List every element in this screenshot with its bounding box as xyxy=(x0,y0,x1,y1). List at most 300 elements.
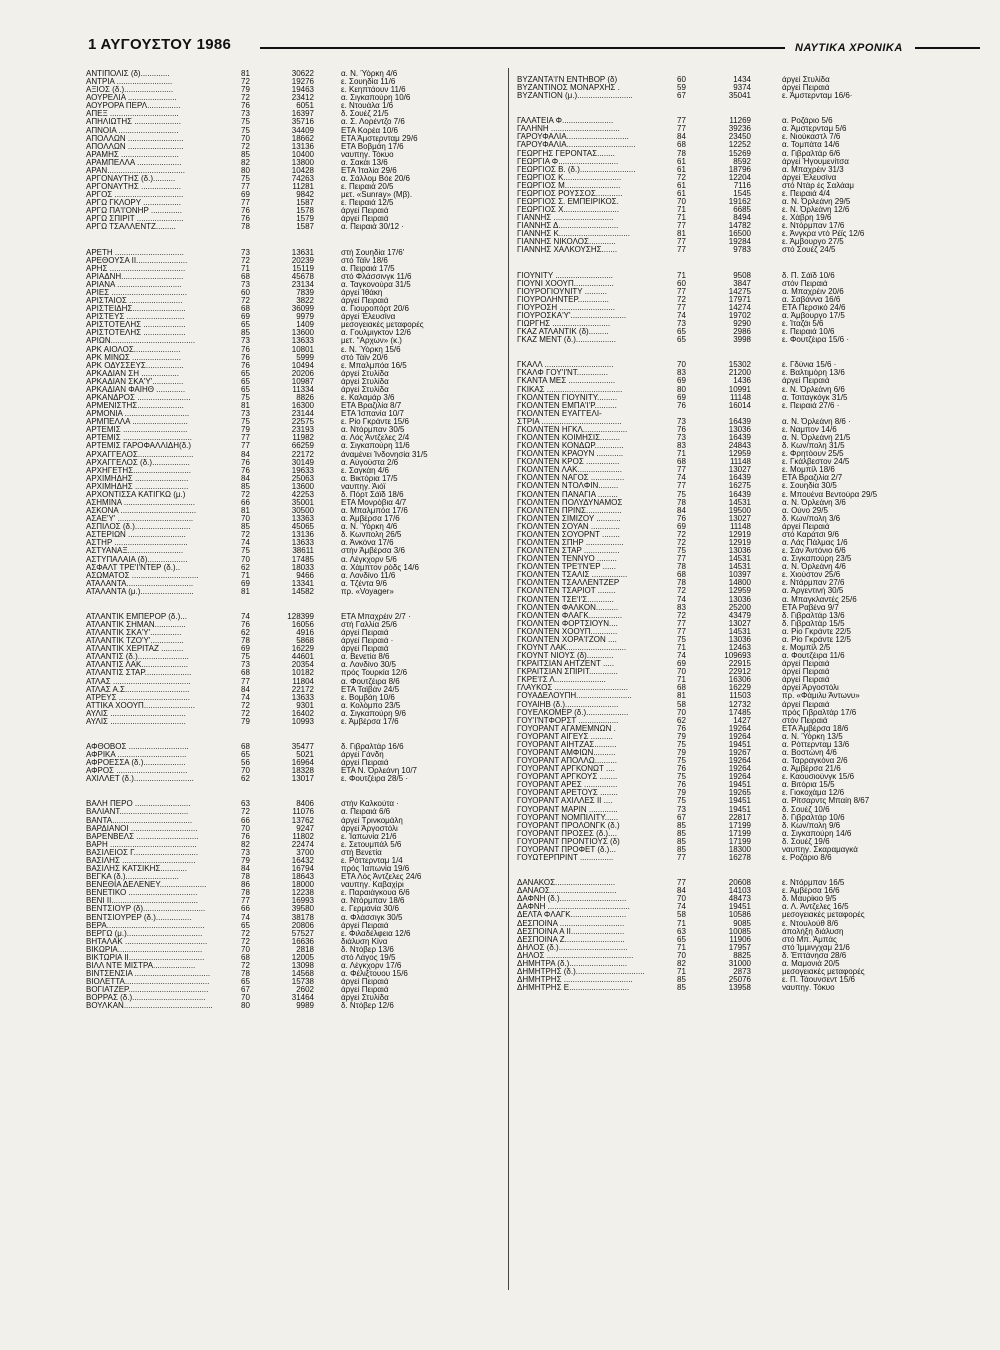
build-year: 69 xyxy=(241,191,250,200)
ship-row xyxy=(517,789,953,797)
ship-name: ΓΚΟΛΝΤΕΝ ΠΡΙΝΣ................ xyxy=(517,506,622,515)
tonnage: 19162 xyxy=(728,198,751,207)
ship-name: ΓΚΟΛΝΤΕΝ ΣΠΗΡ ................. xyxy=(517,538,624,547)
build-year: 85 xyxy=(677,829,686,838)
ship-name: ΓΚΟΛΝΤΕΝ ΤΕΝΝΥΟ ......... xyxy=(517,555,617,564)
ship-name: ΑΡΚΑΝΔΡΟΣ ........................ xyxy=(86,393,191,402)
ship-status: ΕΤΑ Βραζιλία 2/7 xyxy=(782,474,843,483)
ship-row xyxy=(86,118,501,126)
build-year: 85 xyxy=(677,821,686,830)
ship-name: ΑΡΓΟΝΑΥΤΗΣ .................. xyxy=(86,183,181,192)
ship-name: ΓΑΡΟΥΦΑΛΙΑ............................ xyxy=(517,133,629,142)
ship-name: ΒΑΛΗ ΠΕΡΟ ......................... xyxy=(86,800,191,809)
build-year: 72 xyxy=(241,297,250,306)
build-year: 78 xyxy=(241,970,250,979)
tonnage: 10494 xyxy=(291,361,314,370)
ship-status: άργεί Πειραιά · xyxy=(341,637,394,646)
tonnage: 23450 xyxy=(728,133,751,142)
ship-name: ΒΥΖΑΝΤΑ'Ι'Ν ΕΝΤΗΒΟΡ (δ) xyxy=(517,76,618,84)
ship-row xyxy=(86,127,501,135)
ship-row xyxy=(517,920,953,928)
ship-row xyxy=(86,426,501,434)
tonnage: 14531 xyxy=(728,555,751,564)
ship-name: ΔΗΜΗΤΡΗΣ Ε........................... xyxy=(517,984,630,993)
tonnage: 35041 xyxy=(728,92,751,101)
ship-status: α. Ν. Ύόρκη 13/5 xyxy=(782,732,843,741)
tonnage: 9989 xyxy=(296,1002,314,1011)
build-year: 75 xyxy=(241,393,250,402)
ship-status: α. Σιγκαπούρη 10/6 xyxy=(341,94,411,103)
group-underline xyxy=(86,232,501,234)
ship-row xyxy=(86,523,501,531)
ship-row xyxy=(86,661,501,669)
ship-status: α. Χάμπτον ρόδς 14/6 xyxy=(341,563,419,572)
ship-row xyxy=(517,692,953,700)
ship-name: ΑΣΤΗΡ ................................. xyxy=(86,539,188,548)
build-year: 79 xyxy=(677,749,686,758)
ship-row xyxy=(517,280,953,288)
ship-status: α. Ν. Όρλεάνη 4/6 xyxy=(782,563,846,572)
ship-row xyxy=(86,281,501,289)
ship-status: ε. Πειραιά 27/6 · xyxy=(782,401,840,410)
ship-name: ΓΕΩΡΓΙΟΣ ΡΟΥΣΣΟΣ............ xyxy=(517,189,623,198)
ship-name: ΑΡΙΣΤΕΥΣ .......................... xyxy=(86,313,185,322)
right-column xyxy=(517,76,953,994)
build-year: 75 xyxy=(677,773,686,782)
build-year: 76 xyxy=(241,215,250,224)
tonnage: 12919 xyxy=(728,538,751,547)
group-separator xyxy=(86,234,501,249)
build-year: 61 xyxy=(677,165,686,174)
ship-status: ΕΤΑ Ίσπανία 10/7 xyxy=(341,410,404,419)
build-year: 70 xyxy=(677,708,686,717)
ship-row xyxy=(86,678,501,686)
ship-name: ΔΕΣΠΟΙΝΑ Ζ........................... xyxy=(517,935,625,944)
ship-name: ΔΑΦΝΗ (δ.).............................. xyxy=(517,895,627,904)
ship-status: α. Σιγκαπούρη 23/5 xyxy=(782,555,852,564)
build-year: 84 xyxy=(677,887,686,896)
ship-name: ΑΦΡΟΕΣΣΑ (δ.)................... xyxy=(86,759,186,768)
build-year: 81 xyxy=(241,402,250,411)
ship-name: ΓΚΟΛΝΤΕΝ ΣΤΑΡ ................ xyxy=(517,547,620,556)
ship-status: α. Μπαχρέιν 31/3 xyxy=(782,165,844,174)
build-year: 65 xyxy=(677,935,686,944)
ship-status: α. Μαμονιά 20/5 xyxy=(782,959,840,968)
tonnage: 13136 xyxy=(291,142,314,151)
tonnage: 16300 xyxy=(291,402,314,411)
ship-row xyxy=(517,936,953,944)
ship-row xyxy=(517,336,953,344)
ship-status: α. Ν. Όρλεάνη 8/6 · xyxy=(782,417,851,426)
ship-row xyxy=(86,970,501,978)
ship-row xyxy=(86,337,501,345)
build-year: 75 xyxy=(677,740,686,749)
build-year: 69 xyxy=(677,660,686,669)
ship-name: ΑΤΑΛΑΝΤΑ (μ.)........................ xyxy=(86,587,194,596)
ship-name: ΒΟΥΛΚΑΝ........................................ xyxy=(86,1002,213,1011)
tonnage: 9290 xyxy=(733,320,751,329)
build-year: 71 xyxy=(677,206,686,215)
ship-name: ΑΠΟΛΛΩΝ ......................... xyxy=(86,134,184,143)
ship-status: α. Σακάι 13/6 xyxy=(341,158,388,167)
ship-name: ΓΟΥΕΛΚΟΜΕΡ (δ.)................... xyxy=(517,708,629,717)
tonnage: 23193 xyxy=(291,426,314,435)
ship-status: δ. Γιβραλτάρ 13/6 xyxy=(782,611,845,620)
tonnage: 19267 xyxy=(728,749,751,758)
tonnage: 11334 xyxy=(292,385,314,394)
group-separator xyxy=(517,346,953,361)
ship-name: ΓΙΟΥΡΟΓΙΟΥΝΙΤΥ .......... xyxy=(517,287,607,296)
tonnage: 7839 xyxy=(296,288,314,297)
ship-name: ΑΡΑΝ................................... xyxy=(86,166,185,175)
ship-status: α. Μπαλμπόα 17/6 xyxy=(341,507,408,516)
ship-row xyxy=(517,150,953,158)
ship-name: ΔΕΣΠΟΙΝΑ Α ΙΙ........................ xyxy=(517,927,625,936)
tonnage: 19463 xyxy=(291,86,314,95)
build-year: 71 xyxy=(677,450,686,459)
tonnage: 11802 xyxy=(292,832,314,841)
ship-status: άργεί Στυλίδα xyxy=(341,385,389,394)
tonnage: 16439 xyxy=(728,433,751,442)
ship-name: ΑΡΓΩ ΤΣΑΛΛΕΝΤΖ......... xyxy=(86,223,176,232)
tonnage: 14103 xyxy=(728,887,751,896)
ship-status: στή Γαλλία 25/6 xyxy=(341,621,397,629)
ship-status: δ. Κων/πολη 31/5 xyxy=(782,442,845,451)
build-year: 71 xyxy=(677,214,686,223)
ship-name: ΑΡΓΟΣ ............................... xyxy=(86,191,184,200)
ship-row xyxy=(517,410,953,418)
ship-row xyxy=(517,466,953,474)
ship-status: α. Πειραιά 17/5 xyxy=(341,264,395,273)
tonnage: 7116 xyxy=(733,181,751,190)
tonnage: 8825 xyxy=(733,951,751,960)
ship-row xyxy=(86,159,501,167)
tonnage: 6685 xyxy=(733,206,751,215)
ship-row xyxy=(86,183,501,191)
tonnage: 9374 xyxy=(733,84,751,93)
tonnage: 9301 xyxy=(296,701,314,710)
build-year: 76 xyxy=(241,345,250,354)
ship-status: α. Πειραιά 30/12 · xyxy=(341,223,404,232)
ship-row xyxy=(517,676,953,684)
ship-name: ΓΟΥΟΡΑΝΤ ΑΡΓΚΟΥΣ ........ xyxy=(517,773,618,782)
ship-status: ναυπηγ. Σκαραμαγκά xyxy=(782,845,858,854)
ship-status: ε. Άμβουργο 27/5 xyxy=(782,238,844,247)
tonnage: 14275 xyxy=(728,287,751,296)
ship-row xyxy=(86,507,501,515)
ship-name: ΓΙΑΝΝΗΣ Κ................................ xyxy=(517,230,630,239)
ship-row xyxy=(86,394,501,402)
ship-row xyxy=(517,773,953,781)
build-year: 77 xyxy=(677,117,686,126)
ship-name: ΑΡΜΠΕΛΛΑ ......................... xyxy=(86,418,188,427)
ship-status: δ. Γιβραλτάρ 10/6 xyxy=(782,813,845,822)
build-year: 77 xyxy=(677,627,686,636)
ship-name: ΑΡΧΑΓΓΕΛΟΣ......................... xyxy=(86,450,194,459)
ship-name: ΒΑΣΙΛΗΣ ΚΑΤΣΙΚΗΣ............ xyxy=(86,865,187,874)
tonnage: 12252 xyxy=(728,141,751,150)
build-year: 76 xyxy=(677,765,686,774)
tonnage: 3700 xyxy=(296,848,314,857)
ship-status: ε. Φιλαδέλφεια 12/6 xyxy=(341,929,411,938)
build-year: 69 xyxy=(677,377,686,386)
ship-name: ΓΙΟΥΡΟΣΗ ......................... xyxy=(517,303,615,312)
ship-status: ΕΤΑ Μονρόβια 4/7 xyxy=(341,498,407,507)
ship-row xyxy=(86,833,501,841)
ship-row xyxy=(517,523,953,531)
ship-status: α. Σιγκαπούρη 11/6 xyxy=(341,442,410,451)
build-year: 77 xyxy=(677,246,686,255)
ship-row xyxy=(86,305,501,313)
ship-name: ΒΑΝΤΑ.................................... xyxy=(86,816,193,825)
ship-row xyxy=(517,628,953,636)
tonnage: 16056 xyxy=(291,621,314,629)
ship-status: άργεί Πειραιά xyxy=(782,700,830,709)
ship-status: α. Τσιταγκόγκ 31/5 xyxy=(782,393,848,402)
ship-name: ΑΡΚΑΔΙΑΝ ΦΑΙΗΘ ............. xyxy=(86,385,186,394)
ship-name: ΓΚΟΛΝΤΕΝ ΦΑΛΚΟΝ.......... xyxy=(517,603,619,612)
ship-name: ΓΚΟΛΝΤΕΝ ΕΜΠΑ'Ι'Ρ.......... xyxy=(517,401,617,410)
ship-status: άργεί Πειραιά xyxy=(341,645,389,654)
ship-row xyxy=(86,914,501,922)
ship-status: άργεί Πειραιά xyxy=(341,921,389,930)
build-year: 74 xyxy=(677,311,686,320)
build-year: 76 xyxy=(241,621,250,629)
build-year: 70 xyxy=(677,361,686,370)
tonnage: 13027 xyxy=(728,466,751,475)
build-year: 71 xyxy=(677,271,686,280)
build-year: 67 xyxy=(241,986,250,995)
ship-row xyxy=(86,321,501,329)
tonnage: 19265 xyxy=(728,789,751,798)
ship-status: α. Γιουροπόρτ 20/6 xyxy=(341,305,409,314)
ship-status: άργεί Στυλίδα xyxy=(341,369,389,378)
ship-row xyxy=(517,879,953,887)
build-year: 75 xyxy=(241,126,250,135)
ship-status: ε. Ν. Ύόρκη 15/6 xyxy=(341,345,401,354)
tonnage: 39236 xyxy=(728,125,751,134)
ship-status: ε. Άμστερνταμ 16/6· xyxy=(782,92,853,101)
ship-row xyxy=(86,539,501,547)
ship-row xyxy=(86,889,501,897)
tonnage: 10801 xyxy=(291,345,314,354)
build-year: 74 xyxy=(677,903,686,912)
ship-row xyxy=(517,684,953,692)
build-year: 58 xyxy=(677,911,686,920)
tonnage: 5999 xyxy=(296,353,314,362)
ship-status: α. Λέγκχορν 17/6 xyxy=(341,961,402,970)
ship-name: ΓΕΩΡΓΙΟΣ Μ......................... xyxy=(517,181,621,190)
ship-row xyxy=(517,596,953,604)
build-year: 76 xyxy=(241,361,250,370)
ship-row xyxy=(517,701,953,709)
ship-status: δ. Ντόβερ 12/6 xyxy=(341,1002,394,1011)
ship-row xyxy=(517,117,953,125)
ship-row xyxy=(517,458,953,466)
tonnage: 1436 xyxy=(733,377,751,386)
ship-status: ε. Ντουάλα 1/6 xyxy=(341,102,394,111)
ship-row xyxy=(86,459,501,467)
ship-name: ΓΚΑΛΛ ............................... xyxy=(517,361,614,370)
tonnage: 11148 xyxy=(729,458,751,467)
ship-name: ΔΑΝΑΚΟΣ........................... xyxy=(517,879,616,888)
build-year: 62 xyxy=(677,716,686,725)
ship-name: ΑΡΚ ΜΙΝΩΣ ...................... xyxy=(86,353,181,362)
tonnage: 11906 xyxy=(729,935,751,944)
ship-row xyxy=(517,838,953,846)
ship-name: ΓΕΩΡΓΙΟΣ Κ.......................... xyxy=(517,173,622,182)
ship-name: ΒΑΡΔΙΑΝΟΙ .............................. xyxy=(86,824,198,833)
ship-name: ΑΡΙΕΣ .................................. xyxy=(86,288,187,297)
ship-row xyxy=(517,547,953,555)
ship-status: ε. Πειραιά 10/6 xyxy=(782,328,835,337)
build-year: 60 xyxy=(677,279,686,288)
tonnage: 19451 xyxy=(728,740,751,749)
ship-status: α. Φουτζέιρα 8/6 xyxy=(341,677,400,686)
ship-status: α. Άνκόνα 17/6 xyxy=(341,539,394,548)
header-rule-left xyxy=(260,47,785,49)
tonnage: 14531 xyxy=(728,498,751,507)
tonnage: 12204 xyxy=(728,173,751,182)
build-year: 80 xyxy=(241,166,250,175)
ship-row xyxy=(86,531,501,539)
ship-name: ΑΤΛΑΣ Α.Σ............................. xyxy=(86,685,190,694)
ship-status: ε. Ίταζάι 5/6 xyxy=(782,320,824,329)
ship-status: ε. Ρίο Γκράντε 15/6 xyxy=(341,418,409,427)
ship-row xyxy=(517,944,953,952)
ship-status: στό Καράτσι 9/6 xyxy=(782,530,839,539)
ship-row xyxy=(86,645,501,653)
ship-name: ΓΕΩΡΓΙΑ Φ........................... xyxy=(517,157,619,166)
build-year: 72 xyxy=(241,701,250,710)
ship-status: α. Μπαγκλαντές 25/6 xyxy=(782,595,857,604)
tonnage: 36099 xyxy=(291,305,314,314)
ship-name: ΑΣΤΥΑΝΑΞ......................... xyxy=(86,547,184,556)
ship-row xyxy=(517,158,953,166)
tonnage: 10987 xyxy=(291,377,314,386)
build-year: 71 xyxy=(677,644,686,652)
ship-status: α. Ρίτσαρντς Μπαίη 8/67 xyxy=(782,797,870,806)
tonnage: 30500 xyxy=(291,507,314,516)
build-year: 71 xyxy=(677,919,686,928)
tonnage: 109693 xyxy=(724,652,751,661)
group-underline xyxy=(86,726,501,728)
tonnage: 14531 xyxy=(728,627,751,636)
ship-row xyxy=(86,135,501,143)
build-year: 76 xyxy=(241,207,250,216)
ship-status: ε. Νιούκαστλ 7/6 xyxy=(782,133,841,142)
ship-status: ε. Φρητόουν 25/5 xyxy=(782,450,844,459)
ship-name: ΑΝΤΙΠΟΛΙΣ (δ)............. xyxy=(86,70,170,78)
ship-name: ΑΡΑΜΗΣ .......................... xyxy=(86,150,179,159)
ship-name: ΑΡΜΕΝΙΣΤΗΣ..................... xyxy=(86,402,184,411)
ship-status: α. Σ. Λορέντζο 7/6 xyxy=(341,118,405,127)
ship-status: άργεί Πειραιά xyxy=(341,986,389,995)
tonnage: 44601 xyxy=(291,653,314,662)
ship-row xyxy=(86,483,501,491)
tonnage: 10993 xyxy=(291,717,314,726)
ship-status: άργεί Πειραιά xyxy=(341,759,389,768)
ship-name: ΑΞΙΟΣ (δ.)...................... xyxy=(86,86,174,95)
build-year: 79 xyxy=(241,856,250,865)
build-year: 83 xyxy=(677,442,686,451)
tonnage: 17199 xyxy=(728,829,751,838)
tonnage: 8592 xyxy=(733,157,751,166)
tonnage: 12959 xyxy=(728,587,751,596)
tonnage: 20806 xyxy=(291,921,314,930)
ship-status: ναυπηγ. Καβαχίρι xyxy=(341,881,404,890)
tonnage: 9247 xyxy=(296,824,314,833)
tonnage: 19284 xyxy=(728,238,751,247)
ship-row xyxy=(517,539,953,547)
ship-status: α. Λός Άντζελες 2/4 xyxy=(341,434,410,443)
build-year: 82 xyxy=(241,840,250,849)
tonnage: 16993 xyxy=(291,897,314,906)
tonnage: 12238 xyxy=(291,889,314,898)
build-year: 65 xyxy=(241,751,250,760)
ship-name: ΑΦΡΙΚΑ ............................... xyxy=(86,751,187,760)
ship-row xyxy=(86,289,501,297)
ship-status: στόν Πειραιά xyxy=(782,279,828,288)
ship-status: στήν Άμβέρσα 3/6 xyxy=(341,547,405,556)
ship-name: ΓΙΟΥΡΟΣΚΑ'Υ'......................... xyxy=(517,311,627,320)
ship-status: ε. Ν. Όρλεάνη 12/6 xyxy=(782,206,850,215)
ship-row xyxy=(86,751,501,759)
tonnage: 16229 xyxy=(728,684,751,693)
ship-name: ΓΑΛΑΤΕΙΑ Φ....................... xyxy=(517,117,614,126)
ship-name: ΓΕΩΡΓΙΟΣ Σ. ΕΜΠΕΙΡΙΚΟΣ. xyxy=(517,198,619,207)
ship-row xyxy=(517,846,953,854)
ship-row xyxy=(517,976,953,984)
ship-row xyxy=(86,621,501,629)
build-year: 80 xyxy=(241,1002,250,1011)
ship-name: ΒΑΛΙΑΝΤ............................... xyxy=(86,808,189,817)
ship-status: άπολήξη διάλυση xyxy=(782,927,844,936)
tonnage: 16439 xyxy=(728,474,751,483)
ship-status: α. Ούνο 29/5 xyxy=(782,506,828,515)
ship-name: ΑΠΗΛΙΩΤΗΣ ..................... xyxy=(86,118,181,127)
ship-name: ΑΠΝΟΙΑ ........................... xyxy=(86,126,179,135)
tonnage: 2818 xyxy=(296,945,314,954)
tonnage: 25063 xyxy=(291,474,314,483)
ship-name: ΒΙΛΛ ΝΤΕ ΜΙΣΤΡΑ................... xyxy=(86,961,196,970)
build-year: 66 xyxy=(241,816,250,825)
tonnage: 16500 xyxy=(728,230,751,239)
ship-status: άργεί Έλευσίνα xyxy=(782,173,837,182)
tonnage: 13136 xyxy=(291,531,314,540)
ship-status: στή Σουηδία 17/6' xyxy=(341,248,405,257)
ship-name: ΑΡΤΕΜΙΣ ............................... xyxy=(86,434,192,443)
ship-name: ΑΣΑΕ'Υ' .................................. xyxy=(86,515,194,524)
build-year: 77 xyxy=(677,854,686,863)
ship-row xyxy=(86,588,501,596)
ship-row xyxy=(517,426,953,434)
ship-name: ΓΟΥΟΡΑΝΤ ΠΡΟΣΕΣ (δ.).... xyxy=(517,829,617,838)
tonnage: 13036 xyxy=(728,595,751,604)
build-year: 79 xyxy=(241,426,250,435)
ship-row xyxy=(517,272,953,280)
build-year: 67 xyxy=(677,813,686,822)
build-year: 84 xyxy=(677,133,686,142)
ship-row xyxy=(517,361,953,369)
ship-status: α. Λάς Πάλμας 1/6 xyxy=(782,538,848,547)
ship-name: ΔΑΦΝΗ ..................................... xyxy=(517,903,630,912)
ship-status: άργεί Ήγουμενίτσα xyxy=(782,157,849,166)
build-year: 70 xyxy=(241,515,250,524)
ship-row xyxy=(86,215,501,223)
ship-row xyxy=(86,249,501,257)
ship-name: ΓΚΟΛΝΤΕΝ ΚΡΑΟΥΝ ............ xyxy=(517,450,624,459)
